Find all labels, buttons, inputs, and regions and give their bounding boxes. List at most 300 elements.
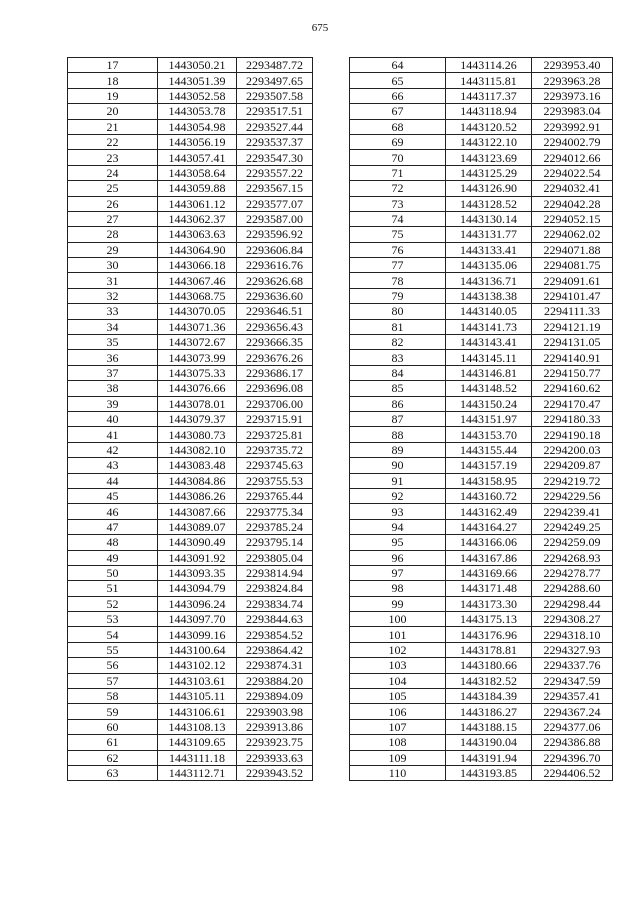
x-coordinate: 1443136.71 bbox=[446, 273, 532, 288]
x-coordinate: 1443146.81 bbox=[446, 365, 532, 380]
y-coordinate: 2294308.27 bbox=[532, 612, 613, 627]
y-coordinate: 2293686.17 bbox=[237, 365, 313, 380]
table-row bbox=[350, 150, 613, 165]
y-coordinate: 2294180.33 bbox=[532, 411, 613, 426]
point-number: 85 bbox=[350, 381, 446, 396]
point-number: 30 bbox=[68, 258, 158, 273]
x-coordinate: 1443058.64 bbox=[158, 165, 237, 180]
y-coordinate: 2293903.98 bbox=[237, 704, 313, 719]
page-number: 675 bbox=[311, 22, 329, 34]
table-row bbox=[68, 211, 313, 226]
table-row bbox=[68, 642, 313, 657]
y-coordinate: 2293913.86 bbox=[237, 719, 313, 734]
table-row bbox=[350, 750, 613, 765]
y-coordinate: 2293884.20 bbox=[237, 673, 313, 688]
x-coordinate: 1443073.99 bbox=[158, 350, 237, 365]
point-number: 65 bbox=[350, 73, 446, 88]
y-coordinate: 2293547.30 bbox=[237, 150, 313, 165]
x-coordinate: 1443176.96 bbox=[446, 627, 532, 642]
point-number: 93 bbox=[350, 504, 446, 519]
table-row bbox=[350, 73, 613, 88]
y-coordinate: 2294091.61 bbox=[532, 273, 613, 288]
table-row bbox=[68, 411, 313, 426]
x-coordinate: 1443083.48 bbox=[158, 458, 237, 473]
x-coordinate: 1443053.78 bbox=[158, 104, 237, 119]
x-coordinate: 1443066.18 bbox=[158, 258, 237, 273]
point-number: 68 bbox=[350, 119, 446, 134]
table-row bbox=[350, 319, 613, 334]
x-coordinate: 1443062.37 bbox=[158, 211, 237, 226]
y-coordinate: 2293626.68 bbox=[237, 273, 313, 288]
y-coordinate: 2293636.60 bbox=[237, 288, 313, 303]
table-row bbox=[68, 365, 313, 380]
x-coordinate: 1443160.72 bbox=[446, 488, 532, 503]
x-coordinate: 1443086.26 bbox=[158, 488, 237, 503]
table-row bbox=[350, 596, 613, 611]
x-coordinate: 1443072.67 bbox=[158, 335, 237, 350]
y-coordinate: 2293656.43 bbox=[237, 319, 313, 334]
table-row bbox=[68, 88, 313, 103]
table-row bbox=[68, 719, 313, 734]
point-number: 24 bbox=[68, 165, 158, 180]
point-number: 98 bbox=[350, 581, 446, 596]
table-row bbox=[68, 765, 313, 780]
table-row bbox=[68, 658, 313, 673]
x-coordinate: 1443118.94 bbox=[446, 104, 532, 119]
y-coordinate: 2293864.42 bbox=[237, 642, 313, 657]
x-coordinate: 1443143.41 bbox=[446, 335, 532, 350]
point-number: 42 bbox=[68, 442, 158, 457]
y-coordinate: 2293933.63 bbox=[237, 750, 313, 765]
point-number: 21 bbox=[68, 119, 158, 134]
y-coordinate: 2294337.76 bbox=[532, 658, 613, 673]
x-coordinate: 1443091.92 bbox=[158, 550, 237, 565]
x-coordinate: 1443182.52 bbox=[446, 673, 532, 688]
x-coordinate: 1443112.71 bbox=[158, 765, 237, 780]
y-coordinate: 2293834.74 bbox=[237, 596, 313, 611]
table-row bbox=[350, 627, 613, 642]
table-row bbox=[350, 304, 613, 319]
x-coordinate: 1443057.41 bbox=[158, 150, 237, 165]
y-coordinate: 2294101.47 bbox=[532, 288, 613, 303]
table-row bbox=[68, 165, 313, 180]
point-number: 78 bbox=[350, 273, 446, 288]
point-number: 108 bbox=[350, 735, 446, 750]
point-number: 106 bbox=[350, 704, 446, 719]
y-coordinate: 2294249.25 bbox=[532, 519, 613, 534]
y-coordinate: 2293765.44 bbox=[237, 488, 313, 503]
table-row bbox=[68, 181, 313, 196]
point-number: 38 bbox=[68, 381, 158, 396]
x-coordinate: 1443175.13 bbox=[446, 612, 532, 627]
x-coordinate: 1443131.77 bbox=[446, 227, 532, 242]
x-coordinate: 1443188.15 bbox=[446, 719, 532, 734]
y-coordinate: 2294111.33 bbox=[532, 304, 613, 319]
y-coordinate: 2294278.77 bbox=[532, 565, 613, 580]
y-coordinate: 2293507.58 bbox=[237, 88, 313, 103]
x-coordinate: 1443162.49 bbox=[446, 504, 532, 519]
y-coordinate: 2293923.75 bbox=[237, 735, 313, 750]
table-row bbox=[350, 673, 613, 688]
point-number: 88 bbox=[350, 427, 446, 442]
x-coordinate: 1443123.69 bbox=[446, 150, 532, 165]
y-coordinate: 2293844.63 bbox=[237, 612, 313, 627]
point-number: 80 bbox=[350, 304, 446, 319]
table-row bbox=[68, 488, 313, 503]
point-number: 33 bbox=[68, 304, 158, 319]
table-row bbox=[68, 504, 313, 519]
point-number: 76 bbox=[350, 242, 446, 257]
point-number: 64 bbox=[350, 58, 446, 73]
point-number: 82 bbox=[350, 335, 446, 350]
x-coordinate: 1443184.39 bbox=[446, 689, 532, 704]
y-coordinate: 2294032.41 bbox=[532, 181, 613, 196]
y-coordinate: 2294042.28 bbox=[532, 196, 613, 211]
point-number: 84 bbox=[350, 365, 446, 380]
point-number: 105 bbox=[350, 689, 446, 704]
point-number: 55 bbox=[68, 642, 158, 657]
x-coordinate: 1443109.65 bbox=[158, 735, 237, 750]
table-row bbox=[350, 504, 613, 519]
table-row bbox=[350, 704, 613, 719]
table-row bbox=[68, 458, 313, 473]
y-coordinate: 2294150.77 bbox=[532, 365, 613, 380]
y-coordinate: 2294002.79 bbox=[532, 134, 613, 149]
x-coordinate: 1443148.52 bbox=[446, 381, 532, 396]
coordinates-table-right bbox=[349, 57, 613, 781]
point-number: 87 bbox=[350, 411, 446, 426]
x-coordinate: 1443120.52 bbox=[446, 119, 532, 134]
x-coordinate: 1443126.90 bbox=[446, 181, 532, 196]
y-coordinate: 2294140.91 bbox=[532, 350, 613, 365]
point-number: 99 bbox=[350, 596, 446, 611]
x-coordinate: 1443103.61 bbox=[158, 673, 237, 688]
point-number: 48 bbox=[68, 535, 158, 550]
table-row bbox=[68, 335, 313, 350]
y-coordinate: 2293706.00 bbox=[237, 396, 313, 411]
x-coordinate: 1443111.18 bbox=[158, 750, 237, 765]
point-number: 81 bbox=[350, 319, 446, 334]
table-row bbox=[68, 196, 313, 211]
x-coordinate: 1443105.11 bbox=[158, 689, 237, 704]
x-coordinate: 1443071.36 bbox=[158, 319, 237, 334]
y-coordinate: 2293666.35 bbox=[237, 335, 313, 350]
table-row bbox=[350, 350, 613, 365]
point-number: 101 bbox=[350, 627, 446, 642]
table-row bbox=[350, 88, 613, 103]
y-coordinate: 2293606.84 bbox=[237, 242, 313, 257]
table-row bbox=[68, 227, 313, 242]
point-number: 29 bbox=[68, 242, 158, 257]
y-coordinate: 2293527.44 bbox=[237, 119, 313, 134]
table-row bbox=[350, 642, 613, 657]
point-number: 26 bbox=[68, 196, 158, 211]
y-coordinate: 2293953.40 bbox=[532, 58, 613, 73]
x-coordinate: 1443064.90 bbox=[158, 242, 237, 257]
table-row bbox=[68, 242, 313, 257]
x-coordinate: 1443080.73 bbox=[158, 427, 237, 442]
table-row bbox=[350, 181, 613, 196]
y-coordinate: 2293616.76 bbox=[237, 258, 313, 273]
x-coordinate: 1443093.35 bbox=[158, 565, 237, 580]
table-row bbox=[350, 535, 613, 550]
point-number: 107 bbox=[350, 719, 446, 734]
y-coordinate: 2294200.03 bbox=[532, 442, 613, 457]
x-coordinate: 1443096.24 bbox=[158, 596, 237, 611]
point-number: 58 bbox=[68, 689, 158, 704]
y-coordinate: 2293992.91 bbox=[532, 119, 613, 134]
point-number: 53 bbox=[68, 612, 158, 627]
table-row bbox=[350, 519, 613, 534]
y-coordinate: 2294406.52 bbox=[532, 765, 613, 780]
y-coordinate: 2293735.72 bbox=[237, 442, 313, 457]
y-coordinate: 2293696.08 bbox=[237, 381, 313, 396]
y-coordinate: 2294377.06 bbox=[532, 719, 613, 734]
table-row bbox=[350, 104, 613, 119]
point-number: 39 bbox=[68, 396, 158, 411]
point-number: 95 bbox=[350, 535, 446, 550]
x-coordinate: 1443075.33 bbox=[158, 365, 237, 380]
x-coordinate: 1443089.07 bbox=[158, 519, 237, 534]
table-row bbox=[68, 627, 313, 642]
table-row bbox=[68, 735, 313, 750]
y-coordinate: 2293715.91 bbox=[237, 411, 313, 426]
y-coordinate: 2294239.41 bbox=[532, 504, 613, 519]
x-coordinate: 1443079.37 bbox=[158, 411, 237, 426]
x-coordinate: 1443150.24 bbox=[446, 396, 532, 411]
y-coordinate: 2294367.24 bbox=[532, 704, 613, 719]
point-number: 67 bbox=[350, 104, 446, 119]
table-row bbox=[68, 304, 313, 319]
y-coordinate: 2294229.56 bbox=[532, 488, 613, 503]
y-coordinate: 2294190.18 bbox=[532, 427, 613, 442]
x-coordinate: 1443076.66 bbox=[158, 381, 237, 396]
y-coordinate: 2293814.94 bbox=[237, 565, 313, 580]
point-number: 17 bbox=[68, 58, 158, 73]
table-row bbox=[68, 704, 313, 719]
y-coordinate: 2294012.66 bbox=[532, 150, 613, 165]
point-number: 70 bbox=[350, 150, 446, 165]
point-number: 34 bbox=[68, 319, 158, 334]
y-coordinate: 2294357.41 bbox=[532, 689, 613, 704]
table-row bbox=[350, 227, 613, 242]
point-number: 31 bbox=[68, 273, 158, 288]
x-coordinate: 1443141.73 bbox=[446, 319, 532, 334]
x-coordinate: 1443153.70 bbox=[446, 427, 532, 442]
y-coordinate: 2294209.87 bbox=[532, 458, 613, 473]
point-number: 51 bbox=[68, 581, 158, 596]
point-number: 49 bbox=[68, 550, 158, 565]
x-coordinate: 1443178.81 bbox=[446, 642, 532, 657]
x-coordinate: 1443063.63 bbox=[158, 227, 237, 242]
table-row bbox=[68, 673, 313, 688]
x-coordinate: 1443099.16 bbox=[158, 627, 237, 642]
y-coordinate: 2293894.09 bbox=[237, 689, 313, 704]
y-coordinate: 2294219.72 bbox=[532, 473, 613, 488]
y-coordinate: 2293725.81 bbox=[237, 427, 313, 442]
x-coordinate: 1443078.01 bbox=[158, 396, 237, 411]
y-coordinate: 2294288.60 bbox=[532, 581, 613, 596]
table-row bbox=[68, 612, 313, 627]
y-coordinate: 2294268.93 bbox=[532, 550, 613, 565]
table-row bbox=[68, 258, 313, 273]
x-coordinate: 1443115.81 bbox=[446, 73, 532, 88]
point-number: 52 bbox=[68, 596, 158, 611]
table-row bbox=[350, 165, 613, 180]
table-row bbox=[350, 335, 613, 350]
x-coordinate: 1443097.70 bbox=[158, 612, 237, 627]
point-number: 61 bbox=[68, 735, 158, 750]
x-coordinate: 1443173.30 bbox=[446, 596, 532, 611]
x-coordinate: 1443082.10 bbox=[158, 442, 237, 457]
point-number: 102 bbox=[350, 642, 446, 657]
y-coordinate: 2293676.26 bbox=[237, 350, 313, 365]
point-number: 23 bbox=[68, 150, 158, 165]
point-number: 74 bbox=[350, 211, 446, 226]
point-number: 94 bbox=[350, 519, 446, 534]
x-coordinate: 1443166.06 bbox=[446, 535, 532, 550]
x-coordinate: 1443106.61 bbox=[158, 704, 237, 719]
point-number: 37 bbox=[68, 365, 158, 380]
table-row bbox=[350, 396, 613, 411]
point-number: 59 bbox=[68, 704, 158, 719]
table-row bbox=[68, 396, 313, 411]
x-coordinate: 1443070.05 bbox=[158, 304, 237, 319]
x-coordinate: 1443167.86 bbox=[446, 550, 532, 565]
x-coordinate: 1443056.19 bbox=[158, 134, 237, 149]
table-row bbox=[350, 581, 613, 596]
table-row bbox=[350, 765, 613, 780]
y-coordinate: 2294131.05 bbox=[532, 335, 613, 350]
point-number: 50 bbox=[68, 565, 158, 580]
point-number: 63 bbox=[68, 765, 158, 780]
point-number: 27 bbox=[68, 211, 158, 226]
y-coordinate: 2293587.00 bbox=[237, 211, 313, 226]
table-row bbox=[350, 134, 613, 149]
table-row bbox=[350, 58, 613, 73]
y-coordinate: 2293755.53 bbox=[237, 473, 313, 488]
table-row bbox=[68, 288, 313, 303]
y-coordinate: 2293487.72 bbox=[237, 58, 313, 73]
x-coordinate: 1443102.12 bbox=[158, 658, 237, 673]
table-row bbox=[68, 350, 313, 365]
table-row bbox=[350, 612, 613, 627]
x-coordinate: 1443125.29 bbox=[446, 165, 532, 180]
table-row bbox=[68, 381, 313, 396]
table-row bbox=[350, 273, 613, 288]
table-row bbox=[350, 288, 613, 303]
x-coordinate: 1443190.04 bbox=[446, 735, 532, 750]
table-row bbox=[350, 735, 613, 750]
x-coordinate: 1443059.88 bbox=[158, 181, 237, 196]
y-coordinate: 2294386.88 bbox=[532, 735, 613, 750]
y-coordinate: 2294259.09 bbox=[532, 535, 613, 550]
table-row bbox=[68, 750, 313, 765]
point-number: 72 bbox=[350, 181, 446, 196]
table-row bbox=[350, 565, 613, 580]
point-number: 90 bbox=[350, 458, 446, 473]
point-number: 86 bbox=[350, 396, 446, 411]
point-number: 19 bbox=[68, 88, 158, 103]
x-coordinate: 1443052.58 bbox=[158, 88, 237, 103]
table-row bbox=[350, 689, 613, 704]
point-number: 32 bbox=[68, 288, 158, 303]
x-coordinate: 1443180.66 bbox=[446, 658, 532, 673]
point-number: 100 bbox=[350, 612, 446, 627]
x-coordinate: 1443145.11 bbox=[446, 350, 532, 365]
y-coordinate: 2293775.34 bbox=[237, 504, 313, 519]
x-coordinate: 1443171.48 bbox=[446, 581, 532, 596]
table-row bbox=[68, 134, 313, 149]
point-number: 89 bbox=[350, 442, 446, 457]
point-number: 18 bbox=[68, 73, 158, 88]
point-number: 43 bbox=[68, 458, 158, 473]
x-coordinate: 1443117.37 bbox=[446, 88, 532, 103]
y-coordinate: 2293795.14 bbox=[237, 535, 313, 550]
y-coordinate: 2293557.22 bbox=[237, 165, 313, 180]
table-row bbox=[68, 519, 313, 534]
table-row bbox=[350, 458, 613, 473]
point-number: 79 bbox=[350, 288, 446, 303]
x-coordinate: 1443169.66 bbox=[446, 565, 532, 580]
table-row bbox=[350, 242, 613, 257]
point-number: 41 bbox=[68, 427, 158, 442]
y-coordinate: 2293577.07 bbox=[237, 196, 313, 211]
y-coordinate: 2294318.10 bbox=[532, 627, 613, 642]
y-coordinate: 2294298.44 bbox=[532, 596, 613, 611]
y-coordinate: 2293745.63 bbox=[237, 458, 313, 473]
point-number: 92 bbox=[350, 488, 446, 503]
point-number: 46 bbox=[68, 504, 158, 519]
y-coordinate: 2294081.75 bbox=[532, 258, 613, 273]
y-coordinate: 2293497.65 bbox=[237, 73, 313, 88]
y-coordinate: 2293854.52 bbox=[237, 627, 313, 642]
x-coordinate: 1443140.05 bbox=[446, 304, 532, 319]
point-number: 28 bbox=[68, 227, 158, 242]
table-row bbox=[350, 365, 613, 380]
table-row bbox=[68, 689, 313, 704]
table-row bbox=[68, 550, 313, 565]
point-number: 75 bbox=[350, 227, 446, 242]
point-number: 103 bbox=[350, 658, 446, 673]
y-coordinate: 2294327.93 bbox=[532, 642, 613, 657]
table-row bbox=[350, 719, 613, 734]
y-coordinate: 2294071.88 bbox=[532, 242, 613, 257]
table-row bbox=[350, 258, 613, 273]
table-row bbox=[350, 381, 613, 396]
point-number: 57 bbox=[68, 673, 158, 688]
point-number: 71 bbox=[350, 165, 446, 180]
x-coordinate: 1443100.64 bbox=[158, 642, 237, 657]
x-coordinate: 1443138.38 bbox=[446, 288, 532, 303]
coordinates-table-left bbox=[67, 57, 313, 781]
x-coordinate: 1443155.44 bbox=[446, 442, 532, 457]
y-coordinate: 2293785.24 bbox=[237, 519, 313, 534]
table-row bbox=[350, 411, 613, 426]
point-number: 62 bbox=[68, 750, 158, 765]
y-coordinate: 2293824.84 bbox=[237, 581, 313, 596]
x-coordinate: 1443186.27 bbox=[446, 704, 532, 719]
table-row bbox=[68, 119, 313, 134]
x-coordinate: 1443094.79 bbox=[158, 581, 237, 596]
point-number: 104 bbox=[350, 673, 446, 688]
point-number: 77 bbox=[350, 258, 446, 273]
table-row bbox=[68, 596, 313, 611]
x-coordinate: 1443157.19 bbox=[446, 458, 532, 473]
table-row bbox=[68, 565, 313, 580]
y-coordinate: 2293537.37 bbox=[237, 134, 313, 149]
y-coordinate: 2293874.31 bbox=[237, 658, 313, 673]
